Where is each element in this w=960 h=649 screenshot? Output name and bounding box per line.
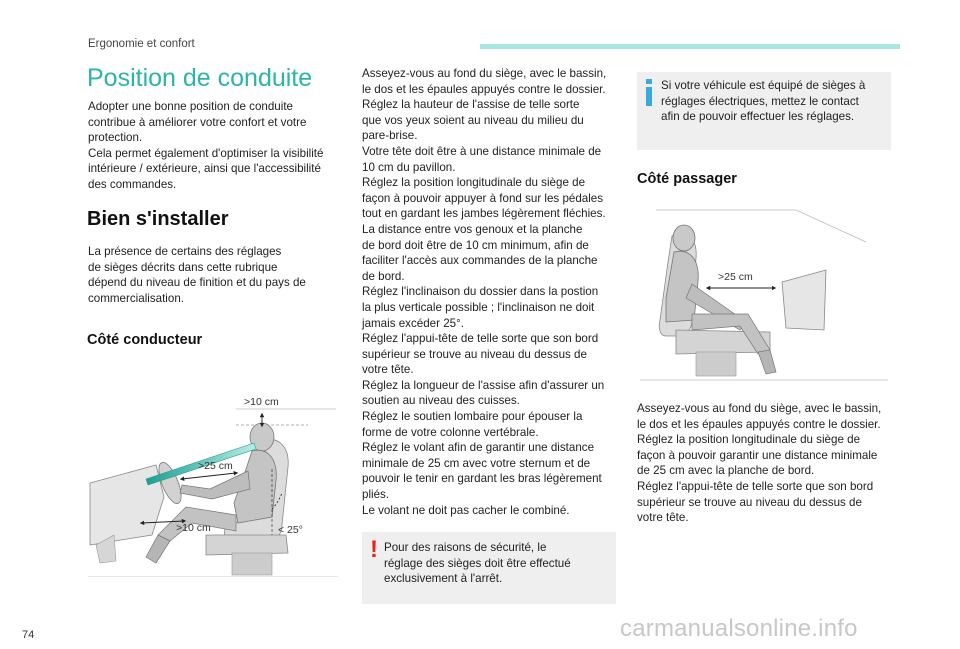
passenger-seating-illustration <box>636 202 892 382</box>
section-header: Ergonomie et confort <box>88 38 195 50</box>
text-line: Pour des raisons de sécurité, le <box>384 541 547 554</box>
text-line: Asseyez-vous au fond du siège, avec le bassin, <box>637 402 882 415</box>
text-line: des commandes. <box>88 177 177 191</box>
header-accent-bar <box>480 44 900 49</box>
text-line: dépend du niveau de finition et du pays de <box>88 276 306 290</box>
text-line: jamais excéder 25°. <box>362 316 464 330</box>
text-line: afin de pouvoir effectuer les réglages. <box>661 110 855 124</box>
passenger-label-dash: >25 cm <box>718 271 753 283</box>
warning-box <box>362 532 616 604</box>
text-line: forme de votre colonne vertébrale. <box>362 425 539 439</box>
text-line: Réglez la position longitudinale du siège de <box>637 433 861 447</box>
text-line: pliés. <box>362 488 390 502</box>
passenger-instructions <box>637 401 895 526</box>
text-line: Le volant ne doit pas cacher le combiné. <box>362 503 570 517</box>
text-line: Asseyez-vous au fond du siège, avec le bassin, <box>362 67 607 80</box>
text-line: faciliter l'accès aux commandes de la planche <box>362 254 598 268</box>
text-line: la plus verticale possible ; l'inclinaison ne doit <box>362 300 595 314</box>
info-text <box>661 78 883 125</box>
text-line: façon à pouvoir garantir une distance minimale <box>637 448 878 462</box>
info-box <box>637 72 891 150</box>
intro-paragraph <box>88 99 346 193</box>
text-line: que vos yeux soient au niveau du milieu du <box>362 113 584 127</box>
driver-seating-illustration <box>86 385 340 577</box>
text-line: façon à pouvoir appuyer à fond sur les pédales <box>362 191 604 205</box>
text-line: minimale de 25 cm avec votre sternum et de <box>362 456 591 470</box>
section-heading: Bien s'installer <box>87 208 229 230</box>
driver-label-top: >10 cm <box>244 396 279 408</box>
text-line: Réglez la hauteur de l'assise de telle sorte <box>362 98 580 112</box>
driver-heading: Côté conducteur <box>87 332 203 348</box>
text-line: La distance entre vos genoux et la planche <box>362 222 583 236</box>
text-line: de 25 cm avec la planche de bord. <box>637 464 815 478</box>
watermark: carmanualsonline.info <box>620 615 858 642</box>
text-line: réglage des sièges doit être effectué <box>384 556 571 570</box>
text-line: Réglez la position longitudinale du siège de <box>362 176 586 190</box>
text-line: pouvoir le tenir en gardant les bras légèrement <box>362 472 602 486</box>
text-line: votre tête. <box>637 511 689 525</box>
text-line: de bord. <box>362 269 405 283</box>
text-line: supérieur se trouve au niveau du dessus de <box>637 495 862 509</box>
passenger-heading: Côté passager <box>637 171 737 187</box>
warning-icon: ! <box>370 536 378 563</box>
text-line: Votre tête doit être à une distance minimale de <box>362 144 602 158</box>
text-line: Réglez le volant afin de garantir une distance <box>362 441 595 455</box>
text-line: Réglez le soutien lombaire pour épouser la <box>362 410 583 424</box>
text-line: tout en gardant les jambes légèrement fléchies. <box>362 207 606 221</box>
text-line: le dos et les épaules appuyés contre le dossier. <box>637 417 881 431</box>
text-line: Cela permet également d'optimiser la visibilité <box>88 146 324 160</box>
warning-text <box>384 540 606 587</box>
text-line: réglages électriques, mettez le contact <box>661 94 859 108</box>
text-line: contribue à améliorer votre confort et votre <box>88 115 307 129</box>
text-line: protection. <box>88 131 143 145</box>
text-line: Réglez l'inclinaison du dossier dans la postion <box>362 285 599 299</box>
text-line: Si votre véhicule est équipé de sièges à <box>661 79 866 92</box>
text-line: de bord doit être de 10 cm minimum, afin de <box>362 238 589 252</box>
text-line: Réglez l'appui-tête de telle sorte que son bord <box>637 479 874 493</box>
info-icon <box>645 79 653 107</box>
text-line: pare-brise. <box>362 129 418 143</box>
text-line: supérieur se trouve au niveau du dessus de <box>362 347 587 361</box>
driver-label-knee: >10 cm <box>176 522 211 534</box>
text-line: commercialisation. <box>88 291 184 305</box>
text-line: votre tête. <box>362 363 414 377</box>
page-title: Position de conduite <box>87 64 313 92</box>
text-line: de sièges décrits dans cette rubrique <box>88 260 278 274</box>
text-line: Adopter une bonne position de conduite <box>88 100 293 113</box>
driver-label-angle: < 25° <box>278 524 303 536</box>
page-number: 74 <box>22 629 35 641</box>
text-line: le dos et les épaules appuyés contre le dossier. <box>362 82 606 96</box>
text-line: Réglez la longueur de l'assise afin d'assurer un <box>362 378 605 392</box>
text-line: soutien au niveau des cuisses. <box>362 394 520 408</box>
driver-instructions <box>362 66 620 518</box>
text-line: La présence de certains des réglages <box>88 245 282 258</box>
text-line: 10 cm du pavillon. <box>362 160 456 174</box>
text-line: exclusivement à l'arrêt. <box>384 572 503 586</box>
text-line: intérieure / extérieure, ainsi que l'accessibilité <box>88 162 321 176</box>
text-line: Réglez l'appui-tête de telle sorte que son bord <box>362 332 599 346</box>
section-paragraph <box>88 244 346 306</box>
driver-label-wheel: >25 cm <box>198 460 233 472</box>
